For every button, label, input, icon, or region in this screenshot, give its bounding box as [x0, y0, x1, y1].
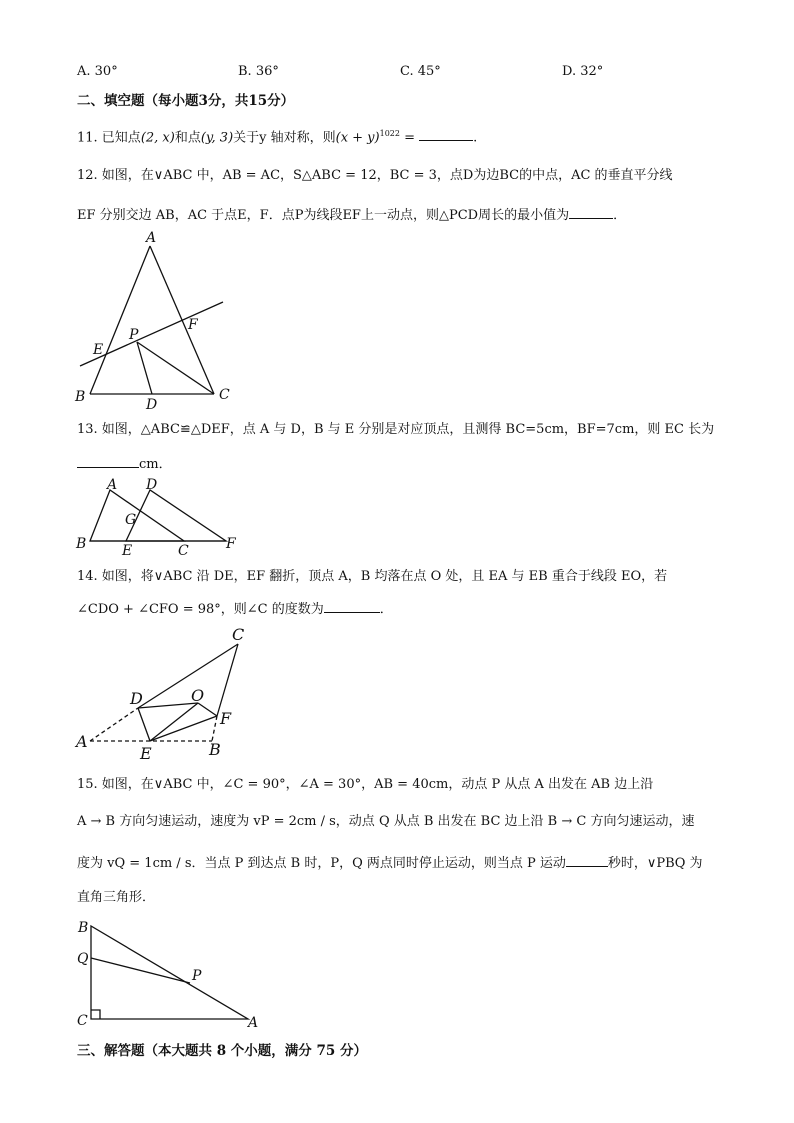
segment-f-b-dashed [212, 716, 217, 741]
question-12-line-2 [77, 204, 626, 225]
segment-ab [90, 246, 150, 394]
label-b: B [75, 389, 86, 405]
question-15-line-1: 15. 如图，在∨ABC 中，∠C = 90°，∠A = 30°，AB = 40cm，动点 P 从点 A 出发在 AB 边上沿 [77, 777, 654, 792]
label-a: A [107, 477, 118, 493]
segment-ef [150, 716, 217, 741]
question-14-line-1: 14. 如图，将∨ABC 沿 DE，EF 翻折，顶点 A，B 均落在点 O 处，且 EA 与 EB 重合于线段 EO，若 [77, 569, 668, 584]
q13-answer-blank[interactable] [77, 453, 139, 468]
q15-line-3-pre: 度为 vQ = 1cm / s．当点 P 到达点 B 时，P，Q 两点同时停止运动，则当点 P 运动 [77, 856, 566, 871]
label-e: E [140, 744, 152, 763]
section-3-title: 三、解答题（本大题共 8 个小题，满分 75 分） [77, 1043, 367, 1059]
label-f: F [220, 709, 232, 728]
q11-expression: (x + y) [335, 130, 380, 146]
right-angle-mark [91, 1010, 100, 1019]
label-f: F [188, 317, 198, 333]
question-11 [77, 125, 477, 147]
section-2-title: 二、填空题（每小题3分，共15分） [77, 93, 295, 109]
label-d: D [146, 397, 158, 413]
question-15-line-4: 直角三角形． [77, 890, 156, 905]
question-15-line-3 [77, 852, 702, 873]
q11-point2: (y, 3) [200, 130, 234, 146]
label-g: G [125, 512, 137, 528]
label-d: D [146, 477, 158, 493]
q14-answer-blank[interactable] [324, 598, 380, 613]
segment-do [138, 703, 198, 708]
label-b: B [209, 740, 221, 759]
triangle-def [126, 490, 226, 541]
question-14-line-2 [77, 598, 393, 619]
label-e: E [93, 342, 104, 358]
label-p: P [192, 968, 202, 984]
triangle-abc [91, 926, 248, 1019]
label-a: A [248, 1015, 259, 1031]
option-d: D. 32° [562, 64, 604, 79]
label-c: C [232, 625, 245, 644]
label-c: C [219, 387, 230, 403]
triangle-abc [90, 490, 184, 541]
q14-line-2-text: ∠CDO + ∠CFO = 98°，则∠C 的度数为 [77, 602, 324, 617]
question-15-line-2: A → B 方向匀速运动，速度为 vP = 2cm / s，动点 Q 从点 B 出发在 BC 边上沿 B → C 方向匀速运动，速 [77, 814, 695, 829]
label-c: C [178, 543, 189, 559]
q12-answer-blank[interactable] [569, 204, 613, 219]
label-f: F [226, 536, 236, 552]
q12-line-2-text: EF 分别交边 AB，AC 于点E，F．点P为线段EF上一动点，则△PCD周长的最小值为 [77, 208, 570, 223]
q11-equals: = [404, 130, 416, 146]
q13-unit: cm． [139, 457, 172, 472]
segment-a-d-dashed [90, 708, 138, 741]
q11-mid: 和点 [174, 130, 201, 146]
label-d: D [130, 689, 143, 708]
label-a: A [76, 732, 88, 751]
question-13-line-1: 13. 如图，△ABC≌△DEF，点 A 与 D，B 与 E 分别是对应顶点，且测得 BC=5cm，BF=7cm，则 EC 长为 [77, 422, 715, 437]
label-c: C [77, 1013, 88, 1029]
q15-line-3-post: 秒时，∨PBQ 为 [607, 856, 703, 871]
label-b: B [76, 536, 87, 552]
label-q: Q [77, 951, 89, 967]
q11-post: 关于y 轴对称，则 [233, 130, 336, 146]
label-o: O [191, 686, 205, 705]
q11-exponent: 1022 [379, 129, 400, 138]
question-12-line-1: 12. 如图，在∨ABC 中，AB = AC，S△ABC = 12，BC = 3，点D为边BC的中点，AC 的垂直平分线 [77, 168, 673, 183]
label-b: B [78, 920, 89, 936]
q12-end: ． [613, 208, 627, 223]
q13-figure [72, 476, 242, 559]
segment-eo [150, 703, 198, 741]
q15-answer-blank[interactable] [566, 852, 608, 867]
q14-end: ． [379, 602, 393, 617]
segment-qp [91, 958, 190, 983]
label-a: A [146, 230, 157, 246]
option-c: C. 45° [400, 64, 441, 79]
segment-de [138, 708, 150, 741]
q11-point1: (2, x) [140, 130, 175, 146]
question-13-line-2 [77, 453, 172, 474]
option-a: A. 30° [77, 64, 118, 79]
q11-end: . [473, 130, 478, 146]
label-e: E [122, 543, 133, 559]
q14-figure [72, 624, 262, 764]
q15-figure [72, 916, 272, 1032]
label-p: P [129, 327, 139, 343]
q11-pre: 11. 已知点 [77, 130, 141, 146]
option-b: B. 36° [238, 64, 279, 79]
q12-figure [70, 228, 240, 413]
q11-answer-blank[interactable] [419, 126, 473, 141]
segment-pd [137, 342, 152, 394]
segment-dc [138, 644, 238, 708]
